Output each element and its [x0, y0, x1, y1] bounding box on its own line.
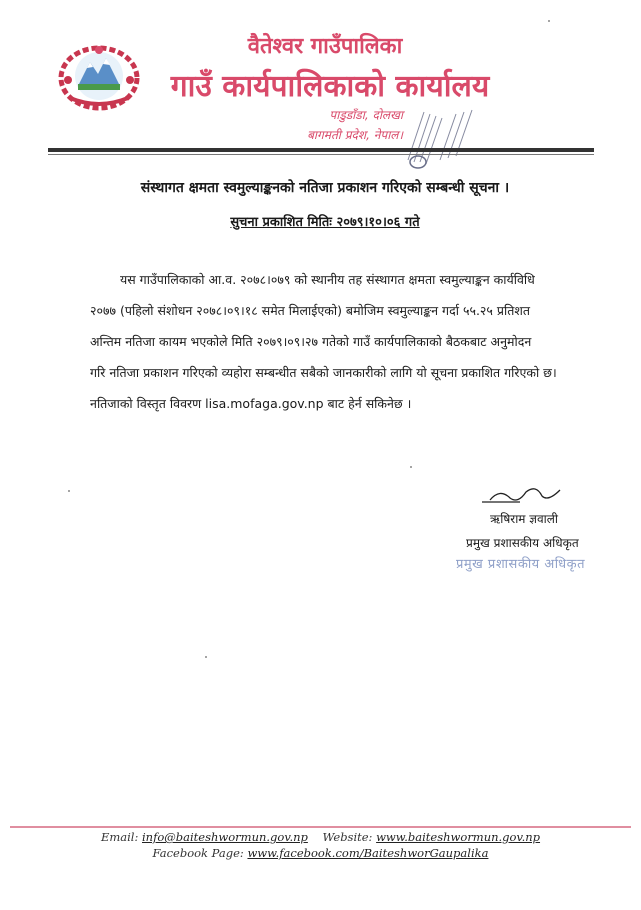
signatory-name: ऋषिराम ज्ञवाली — [490, 512, 559, 526]
footer-contact — [0, 830, 641, 844]
published-date — [60, 212, 590, 230]
website-label: Website: — [322, 830, 373, 844]
nepal-emblem-icon — [58, 40, 140, 112]
facebook-link[interactable]: www.facebook.com/BaiteshworGaupalika — [247, 846, 489, 860]
signature-icon — [480, 486, 570, 506]
header-divider — [48, 148, 594, 152]
signatory-title: प्रमुख प्रशासकीय अधिकृत — [466, 536, 579, 550]
website-link[interactable]: www.baiteshwormun.gov.np — [376, 830, 541, 844]
received-stamp-icon — [400, 100, 480, 172]
published-date-text: सुचना प्रकाशित मितिः २०७९।१०।०६ गते — [230, 215, 420, 230]
address-line-2: बागमती प्रदेश, नेपाल। — [307, 128, 403, 142]
speck — [410, 466, 412, 468]
body-line: नतिजाको विस्तृत विवरण lisa.mofaga.gov.np बाट हेर्न सकिनेछ । — [90, 396, 412, 411]
office-name: गाउँ कार्यपालिकाको कार्यालय — [170, 69, 490, 104]
body-line: अन्तिम नतिजा कायम भएकोले मिति २०७९।०९।२७ गतेको गाउँ कार्यपालिकाको बैठकबाट अनुमोदन — [90, 334, 532, 349]
body-line: यस गाउँपालिकाको आ.व. २०७८।०७९ को स्थानीय तह संस्थागत क्षमता स्वमुल्याङ्कन कार्यविधि — [120, 272, 535, 287]
address-line-1: पाडुडाँडा, दोलखा — [329, 108, 403, 122]
body-line: २०७७ (पहिलो संशोधन २०७८।०९।१८ समेत मिलाईएको) बमोजिम स्वमुल्याङ्कन गर्दा ५५.२५ प्रतिशत — [90, 303, 530, 318]
facebook-label: Facebook Page: — [152, 846, 244, 860]
notice-body — [90, 264, 582, 419]
designation-stamp: प्रमुख प्रशासकीय अधिकृत — [456, 557, 586, 572]
header-divider-thin — [48, 154, 594, 155]
notice-subject: संस्थागत क्षमता स्वमुल्याङ्कनको नतिजा प्रकाशन गरिएको सम्बन्धी सूचना । — [140, 180, 510, 196]
email-link[interactable]: info@baiteshwormun.gov.np — [142, 830, 308, 844]
org-name: वैतेश्वर गाउँपालिका — [247, 34, 403, 59]
body-line: गरि नतिजा प्रकाशन गरिएको व्यहोरा सम्बन्धीत सबैको जानकारीको लागि यो सूचना प्रकाशित गरिएको छ। — [90, 365, 557, 380]
footer-divider — [10, 826, 631, 828]
speck — [68, 490, 70, 492]
email-label: Email: — [100, 830, 139, 844]
footer-facebook — [0, 846, 641, 860]
speck — [205, 656, 207, 658]
speck — [548, 20, 550, 22]
